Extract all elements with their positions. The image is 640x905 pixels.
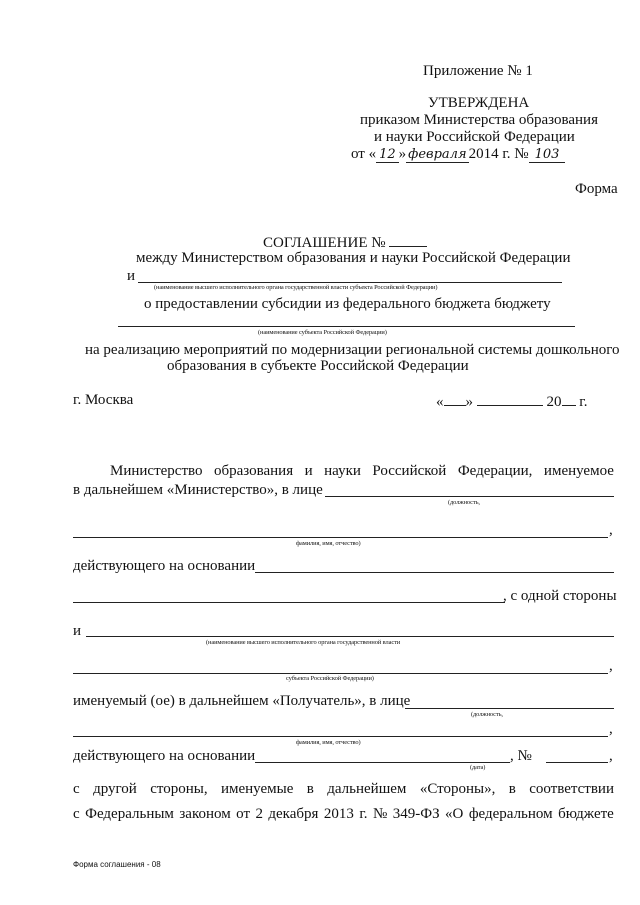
word: с xyxy=(73,781,80,797)
acting-basis-label: действующего на основании xyxy=(73,558,256,574)
ministry-fio-blank[interactable] xyxy=(73,537,608,538)
footer-form-code: Форма соглашения - 08 xyxy=(73,860,161,869)
authority-blank[interactable] xyxy=(138,282,562,283)
agreement-number-blank[interactable] xyxy=(389,232,427,247)
date-from-label: от « xyxy=(351,146,377,162)
word: от xyxy=(236,806,251,822)
ministry-in-person-label: в дальнейшем «Министерство», в лице xyxy=(73,482,323,498)
comma: , xyxy=(609,522,613,538)
word: именуемые xyxy=(220,781,294,797)
purpose-line-1: на реализацию мероприятий по модернизации региональной системы дошкольного xyxy=(85,342,620,358)
subject-blank[interactable] xyxy=(118,326,575,327)
subsidy-line: о предоставлении субсидии из федерального бюджета бюджету xyxy=(144,296,551,312)
order-line-2: и науки Российской Федерации xyxy=(374,129,575,145)
word: именуемое xyxy=(543,463,614,479)
word: г. xyxy=(359,806,368,822)
word: в xyxy=(508,781,516,797)
ministry-basis-blank-2[interactable] xyxy=(73,602,505,603)
comma-2: , xyxy=(609,658,613,674)
comma-4: , xyxy=(609,748,613,764)
recipient-fio-blank[interactable] xyxy=(73,736,608,737)
word: Федеральным xyxy=(85,806,174,822)
ministry-position-blank[interactable] xyxy=(325,496,614,497)
word: «Стороны», xyxy=(419,781,496,797)
recipient-basis-blank[interactable] xyxy=(255,762,510,763)
fio-caption: фамилия, имя, отчество) xyxy=(296,540,361,547)
word: в xyxy=(306,781,314,797)
date-caption: (дата) xyxy=(470,764,486,771)
order-date-line xyxy=(351,145,565,164)
number-sign: , № xyxy=(510,748,532,764)
acting-basis-label-2: действующего на основании xyxy=(73,748,256,764)
fio-caption-2: фамилия, имя, отчество) xyxy=(296,739,361,746)
recipient-caption-2: субъекта Российской Федерации) xyxy=(286,675,374,682)
word: 2 xyxy=(255,806,263,822)
agreement-title-text: СОГЛАШЕНИЕ № xyxy=(263,235,386,251)
comma-3: , xyxy=(609,721,613,737)
one-side-label: , с одной стороны xyxy=(503,588,617,604)
month-blank[interactable] xyxy=(477,391,543,406)
word: с xyxy=(73,806,80,822)
word: Федерации, xyxy=(457,463,533,479)
word: законом xyxy=(179,806,231,822)
word: декабря xyxy=(268,806,319,822)
handwritten-day: 12 xyxy=(376,147,399,163)
subject-caption: (наименование субъекта Российской Федерации) xyxy=(258,329,387,336)
recipient-caption-1: (наименование высшего исполнительного органа государственной власти xyxy=(206,639,401,646)
year-suffix: г. xyxy=(579,394,588,410)
date-year-label: 2014 г. № xyxy=(468,146,529,162)
recipient-authority-blank[interactable] xyxy=(86,636,614,637)
order-line-1: приказом Министерства образования xyxy=(360,112,598,128)
word: бюджете xyxy=(558,806,614,822)
word: Министерство xyxy=(110,463,203,479)
word: образования xyxy=(213,463,294,479)
date-quote-close: » xyxy=(398,146,407,162)
word: стороны, xyxy=(150,781,208,797)
handwritten-order-number: 103 xyxy=(529,147,566,163)
form-label: Форма xyxy=(575,181,618,197)
position-caption-2: (должность, xyxy=(471,711,503,718)
word: 349-ФЗ xyxy=(392,806,440,822)
sides-line xyxy=(73,780,614,798)
handwritten-month: февраля xyxy=(408,147,467,162)
recipient-subject-blank[interactable] xyxy=(73,673,608,674)
ministry-basis-blank[interactable] xyxy=(255,572,614,573)
day-blank[interactable] xyxy=(444,391,466,406)
word: дальнейшем xyxy=(327,781,407,797)
recipient-number-blank[interactable] xyxy=(546,762,608,763)
year-blank[interactable] xyxy=(562,391,576,406)
word: науки xyxy=(324,463,361,479)
between-line: между Министерством образования и науки Российской Федерации xyxy=(136,250,571,266)
word: и xyxy=(304,463,313,479)
law-line xyxy=(73,805,614,823)
recipient-and-label: и xyxy=(73,623,82,639)
recipient-intro-label: именуемый (ое) в дальнейшем «Получатель», в лице xyxy=(73,693,411,709)
word: соответствии xyxy=(529,781,614,797)
word: 2013 xyxy=(323,806,354,822)
agreement-date xyxy=(436,391,587,411)
city-label: г. Москва xyxy=(73,392,134,408)
date-close-quote: » xyxy=(465,394,473,410)
approved-heading: УТВЕРЖДЕНА xyxy=(428,95,530,111)
ministry-intro-line xyxy=(110,462,614,480)
and-label: и xyxy=(127,268,136,284)
word: федеральном xyxy=(468,806,553,822)
word: № xyxy=(372,806,388,822)
authority-caption: (наименование высшего исполнительного органа государственной власти субъекта Российской Федерации) xyxy=(154,284,438,291)
year-prefix: 20 xyxy=(546,394,562,410)
word: другой xyxy=(93,781,137,797)
position-caption: (должность, xyxy=(448,499,480,506)
word: Российской xyxy=(372,463,447,479)
appendix-label: Приложение № 1 xyxy=(423,63,533,79)
date-open-quote: « xyxy=(436,394,444,410)
word: «О xyxy=(445,806,464,822)
recipient-position-blank[interactable] xyxy=(405,708,614,709)
purpose-line-2: образования в субъекте Российской Федерации xyxy=(167,358,469,374)
